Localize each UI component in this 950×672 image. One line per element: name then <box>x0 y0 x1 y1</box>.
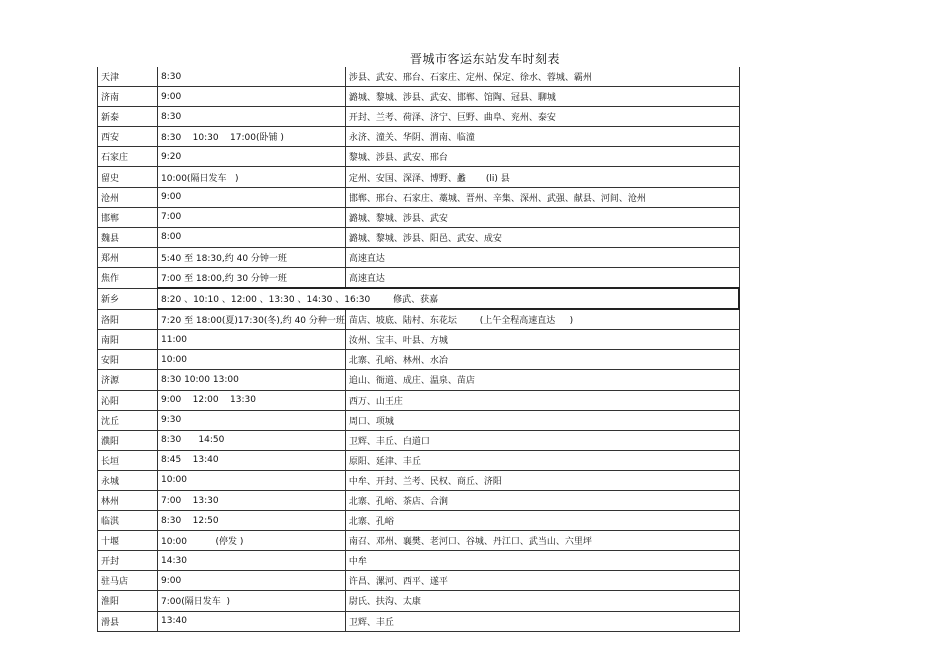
departure-time-cell: 11:00 <box>158 330 346 350</box>
route-cell: 汝州、宝丰、叶县、方城 <box>345 330 739 350</box>
route-cell: 潞城、黎城、涉县、武安、邯郸、馆陶、冠县、聊城 <box>345 87 739 107</box>
schedule-table <box>97 67 740 632</box>
departure-time-cell: 7:00 13:30 <box>158 490 346 510</box>
departure-time-cell: 8:30 <box>158 67 346 87</box>
route-cell: 邯郸、邢台、石家庄、藁城、晋州、辛集、深州、武强、献县、河间、沧州 <box>345 187 739 207</box>
destination-cell: 沁阳 <box>98 390 158 410</box>
destination-cell: 永城 <box>98 470 158 490</box>
table-row <box>98 470 740 490</box>
route-cell: 中牟、开封、兰考、民权、商丘、济阳 <box>345 470 739 490</box>
table-row <box>98 147 740 167</box>
route-cell: 尉氏、扶沟、太康 <box>345 591 739 611</box>
route-cell: 苗店、坡底、陆村、东花坛 (上午全程高速直达 ) <box>345 309 739 330</box>
route-cell: 卫辉、丰丘、白道口 <box>345 430 739 450</box>
departure-time-cell: 9:00 <box>158 87 346 107</box>
departure-time-cell: 10:00 <box>158 470 346 490</box>
table-row <box>98 187 740 207</box>
destination-cell: 沈丘 <box>98 410 158 430</box>
destination-cell: 洛阳 <box>98 309 158 330</box>
route-cell: 潞城、黎城、涉县、武安 <box>345 207 739 227</box>
table-row <box>98 107 740 127</box>
destination-cell: 林州 <box>98 490 158 510</box>
table-row <box>98 247 740 267</box>
destination-cell: 开封 <box>98 551 158 571</box>
route-cell: 北寨、孔峪 <box>345 511 739 531</box>
table-row <box>98 591 740 611</box>
route-cell: 北寨、孔峪、林州、水冶 <box>345 350 739 370</box>
table-row <box>98 531 740 551</box>
table-row <box>98 330 740 350</box>
table-row <box>98 410 740 430</box>
table-row <box>98 370 740 390</box>
departure-time-cell: 5:40 至 18:30,约 40 分钟一班 <box>158 247 346 267</box>
departure-time-cell: 8:30 14:50 <box>158 430 346 450</box>
destination-cell: 魏县 <box>98 227 158 247</box>
table-row <box>98 450 740 470</box>
table-row <box>98 490 740 510</box>
table-row <box>98 207 740 227</box>
route-cell: 高速直达 <box>345 267 739 288</box>
table-row <box>98 288 740 309</box>
table-row <box>98 430 740 450</box>
route-cell: 周口、项城 <box>345 410 739 430</box>
departure-time-cell: 8:30 10:00 13:00 <box>158 370 346 390</box>
route-cell: 开封、兰考、荷泽、济宁、巨野、曲阜、兖州、泰安 <box>345 107 739 127</box>
route-cell: 中牟 <box>345 551 739 571</box>
destination-cell: 天津 <box>98 67 158 87</box>
route-cell: 西万、山王庄 <box>345 390 739 410</box>
destination-cell: 济源 <box>98 370 158 390</box>
destination-cell: 邯郸 <box>98 207 158 227</box>
table-row <box>98 309 740 330</box>
departure-time-cell: 9:20 <box>158 147 346 167</box>
destination-cell: 滑县 <box>98 611 158 631</box>
route-cell: 定州、安国、深泽、博野、蠡 (li) 县 <box>345 167 739 187</box>
destination-cell: 淮阳 <box>98 591 158 611</box>
destination-cell: 焦作 <box>98 267 158 288</box>
departure-time-cell: 8:30 <box>158 107 346 127</box>
table-row <box>98 350 740 370</box>
table-row <box>98 227 740 247</box>
destination-cell: 济南 <box>98 87 158 107</box>
route-cell: 追山、衙道、成庄、温泉、苗店 <box>345 370 739 390</box>
route-cell: 黎城、涉县、武安、邢台 <box>345 147 739 167</box>
destination-cell: 郑州 <box>98 247 158 267</box>
destination-cell: 驻马店 <box>98 571 158 591</box>
departure-time-cell: 9:30 <box>158 410 346 430</box>
table-row <box>98 571 740 591</box>
destination-cell: 新泰 <box>98 107 158 127</box>
route-cell: 高速直达 <box>345 247 739 267</box>
departure-time-cell: 13:40 <box>158 611 346 631</box>
destination-cell: 西安 <box>98 127 158 147</box>
destination-cell: 十堰 <box>98 531 158 551</box>
departure-time-cell: 7:00(隔日发车 ) <box>158 591 346 611</box>
destination-cell: 南阳 <box>98 330 158 350</box>
departure-time-cell: 9:00 <box>158 187 346 207</box>
table-row <box>98 511 740 531</box>
table-row <box>98 87 740 107</box>
destination-cell: 石家庄 <box>98 147 158 167</box>
route-cell: 永济、潼关、华阴、渭南、临潼 <box>345 127 739 147</box>
destination-cell: 濮阳 <box>98 430 158 450</box>
destination-cell: 临淇 <box>98 511 158 531</box>
destination-cell: 安阳 <box>98 350 158 370</box>
departure-time-cell: 8:45 13:40 <box>158 450 346 470</box>
destination-cell: 新乡 <box>98 288 158 309</box>
route-cell: 卫辉、丰丘 <box>345 611 739 631</box>
destination-cell: 沧州 <box>98 187 158 207</box>
route-cell: 潞城、黎城、涉县、阳邑、武安、成安 <box>345 227 739 247</box>
table-row <box>98 127 740 147</box>
destination-cell: 留史 <box>98 167 158 187</box>
table-row <box>98 267 740 288</box>
destination-cell: 长垣 <box>98 450 158 470</box>
departure-time-cell: 14:30 <box>158 551 346 571</box>
departure-time-cell: 10:00(隔日发车 ) <box>158 167 346 187</box>
departure-time-cell: 9:00 12:00 13:30 <box>158 390 346 410</box>
page-title: 晋城市客运东站发车时刻表 <box>409 52 560 66</box>
schedule-rows <box>98 67 740 631</box>
departure-time-cell: 10:00 (停发 ) <box>158 531 346 551</box>
departure-time-cell: 10:00 <box>158 350 346 370</box>
table-row <box>98 611 740 631</box>
route-cell: 南召、邓州、襄樊、老河口、谷城、丹江口、武当山、六里坪 <box>345 531 739 551</box>
departure-time-cell: 8:30 12:50 <box>158 511 346 531</box>
route-cell: 许昌、漯河、西平、遂平 <box>345 571 739 591</box>
table-row <box>98 167 740 187</box>
departure-time-cell: 7:00 至 18:00,约 30 分钟一班 <box>158 267 346 288</box>
departure-time-cell: 8:30 10:30 17:00(卧铺 ) <box>158 127 346 147</box>
merged-schedule-cell: 8:20 、10:10 、12:00 、13:30 、14:30 、16:30 修武、获嘉 <box>158 288 740 309</box>
route-cell: 原阳、延津、丰丘 <box>345 450 739 470</box>
departure-time-cell: 7:20 至 18:00(夏)17:30(冬),约 40 分种一班 <box>158 309 346 330</box>
departure-time-cell: 9:00 <box>158 571 346 591</box>
table-row <box>98 551 740 571</box>
table-row <box>98 390 740 410</box>
route-cell: 北寨、孔峪、茶店、合涧 <box>345 490 739 510</box>
departure-time-cell: 7:00 <box>158 207 346 227</box>
table-row <box>98 67 740 87</box>
departure-time-cell: 8:00 <box>158 227 346 247</box>
route-cell: 涉县、武安、邢台、石家庄、定州、保定、徐水、蓉城、霸州 <box>345 67 739 87</box>
